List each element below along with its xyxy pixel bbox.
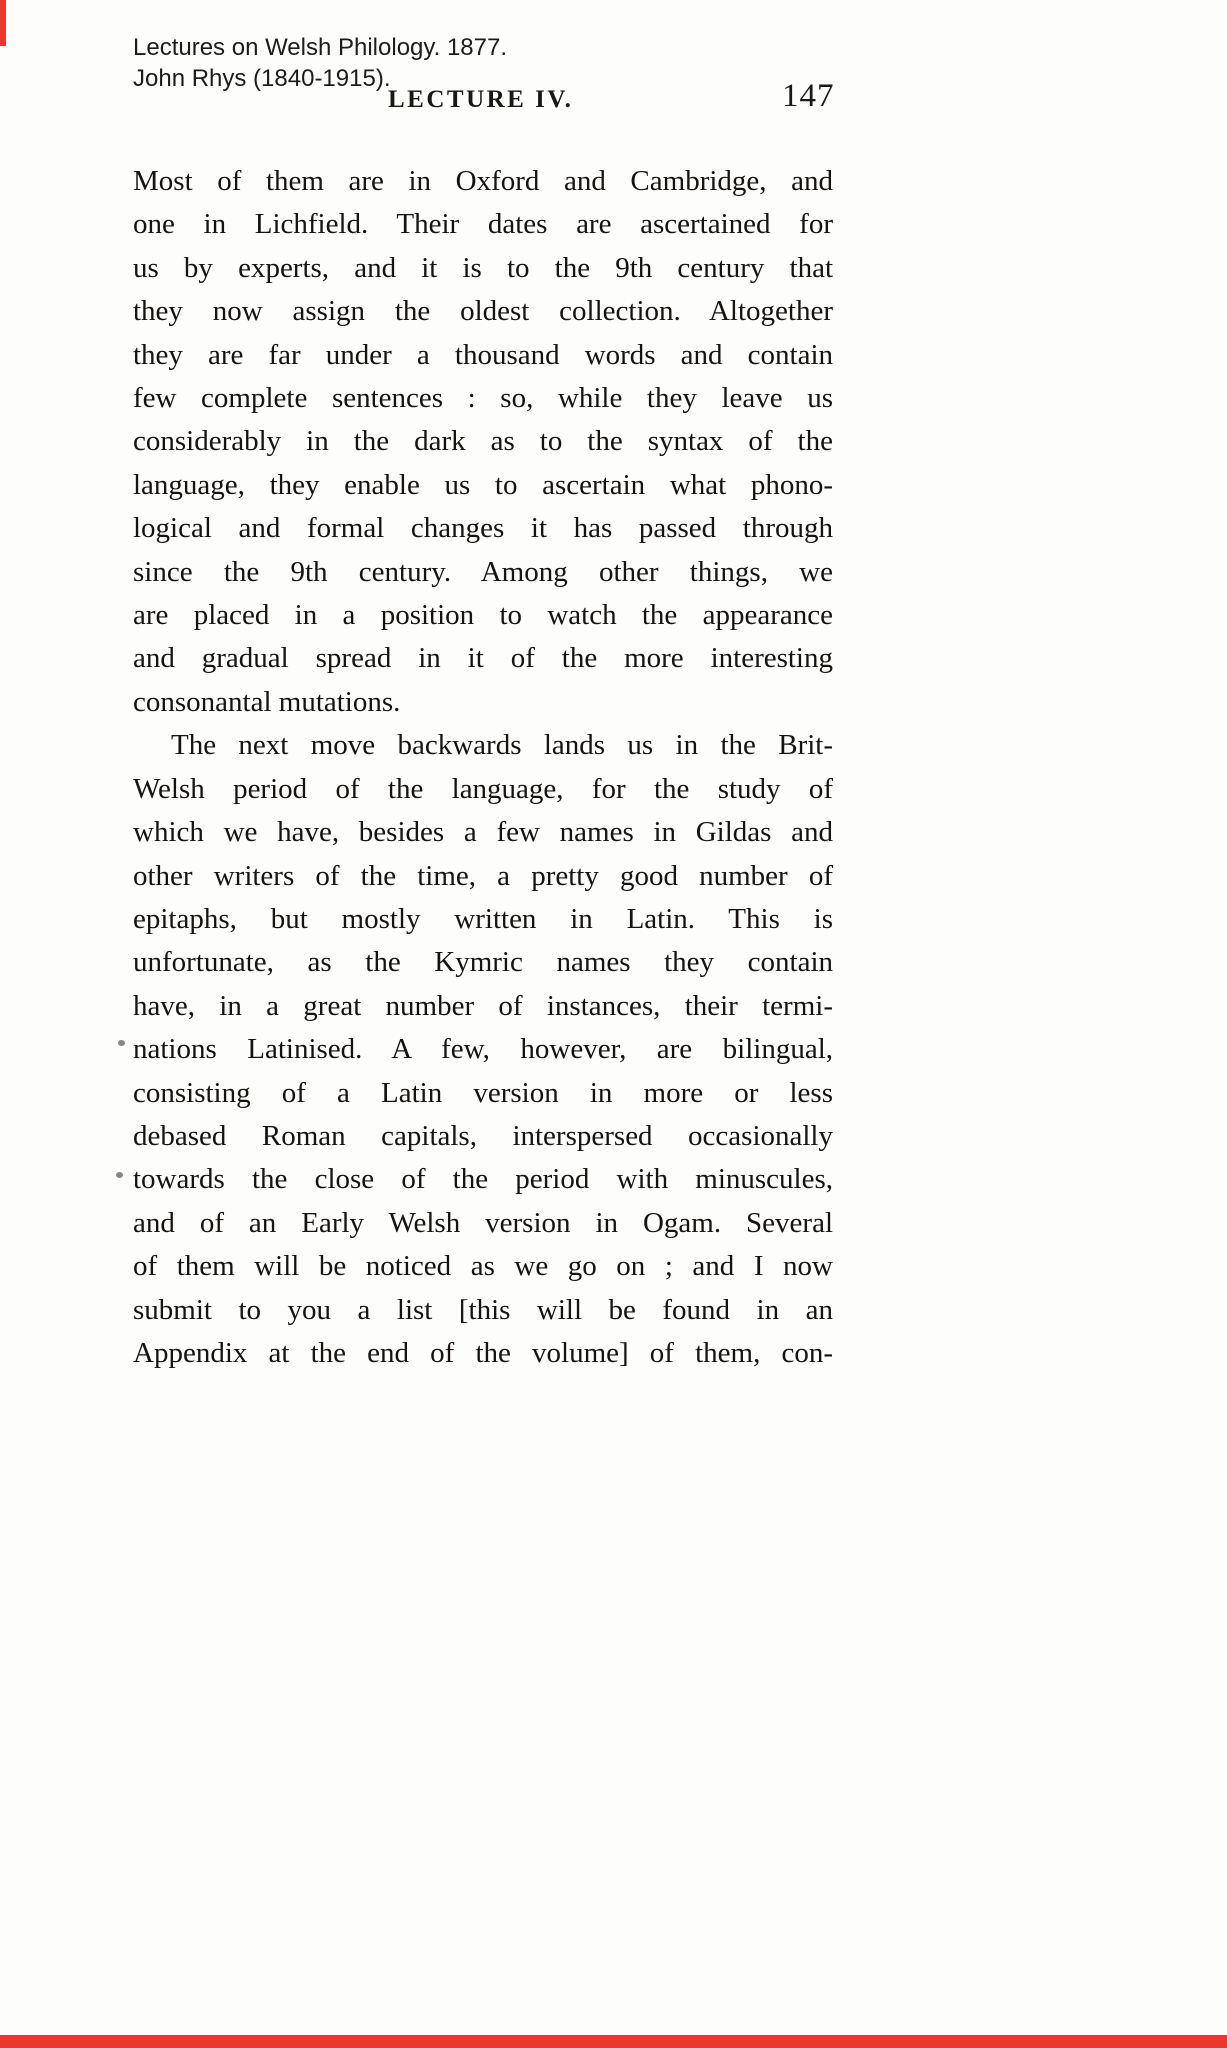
text-line: language, they enable us to ascertain what phono- (133, 468, 833, 501)
text-line: few complete sentences : so, while they leave us (133, 382, 833, 415)
text-line: and of an Early Welsh version in Ogam. Several (133, 1206, 833, 1239)
text-line: they are far under a thousand words and contain (133, 338, 833, 371)
source-annotation-line1: Lectures on Welsh Philology. 1877. (133, 34, 508, 61)
text-line: since the 9th century. Among other things, we (133, 555, 833, 588)
text-line: other writers of the time, a pretty good number of (133, 859, 833, 892)
text-line: The next move backwards lands us in the Brit- (171, 729, 833, 762)
text-line: Welsh period of the language, for the study of (133, 772, 833, 805)
text-line: towards the close of the period with minuscules, (133, 1163, 833, 1196)
page-number: 147 (782, 78, 835, 114)
source-annotation (133, 32, 507, 94)
red-edge-bottom (0, 2035, 1227, 2048)
text-line: epitaphs, but mostly written in Latin. This is (133, 902, 833, 935)
text-line: nations Latinised. A few, however, are bilingual, (133, 1033, 833, 1066)
red-edge-left (0, 0, 6, 46)
text-line: us by experts, and it is to the 9th century that (133, 251, 833, 284)
text-line: consisting of a Latin version in more or less (133, 1076, 833, 1109)
text-line: have, in a great number of instances, their termi- (133, 989, 833, 1022)
text-line: and gradual spread in it of the more interesting (133, 642, 833, 675)
text-line: considerably in the dark as to the syntax of the (133, 425, 833, 458)
scan-speck (116, 1172, 123, 1178)
text-line: they now assign the oldest collection. Altogether (133, 295, 833, 328)
text-line: of them will be noticed as we go on ; and I now (133, 1250, 833, 1283)
text-line: one in Lichfield. Their dates are ascertained for (133, 208, 833, 241)
text-line: are placed in a position to watch the appearance (133, 599, 833, 632)
text-line: Appendix at the end of the volume] of them, con- (133, 1336, 833, 1369)
text-line: which we have, besides a few names in Gildas and (133, 816, 833, 849)
text-line: submit to you a list [this will be found in an (133, 1293, 833, 1326)
text-line: consonantal mutations. (133, 685, 401, 718)
text-line: debased Roman capitals, interspersed occasionally (133, 1119, 833, 1152)
running-head-title: LECTURE IV. (388, 86, 574, 113)
source-annotation-line2: John Rhys (1840-1915). (133, 65, 391, 92)
scan-speck (118, 1040, 125, 1046)
text-line: Most of them are in Oxford and Cambridge, and (133, 165, 833, 197)
text-line: logical and formal changes it has passed through (133, 512, 833, 545)
body-text (133, 160, 833, 1375)
text-line: unfortunate, as the Kymric names they contain (133, 946, 833, 979)
